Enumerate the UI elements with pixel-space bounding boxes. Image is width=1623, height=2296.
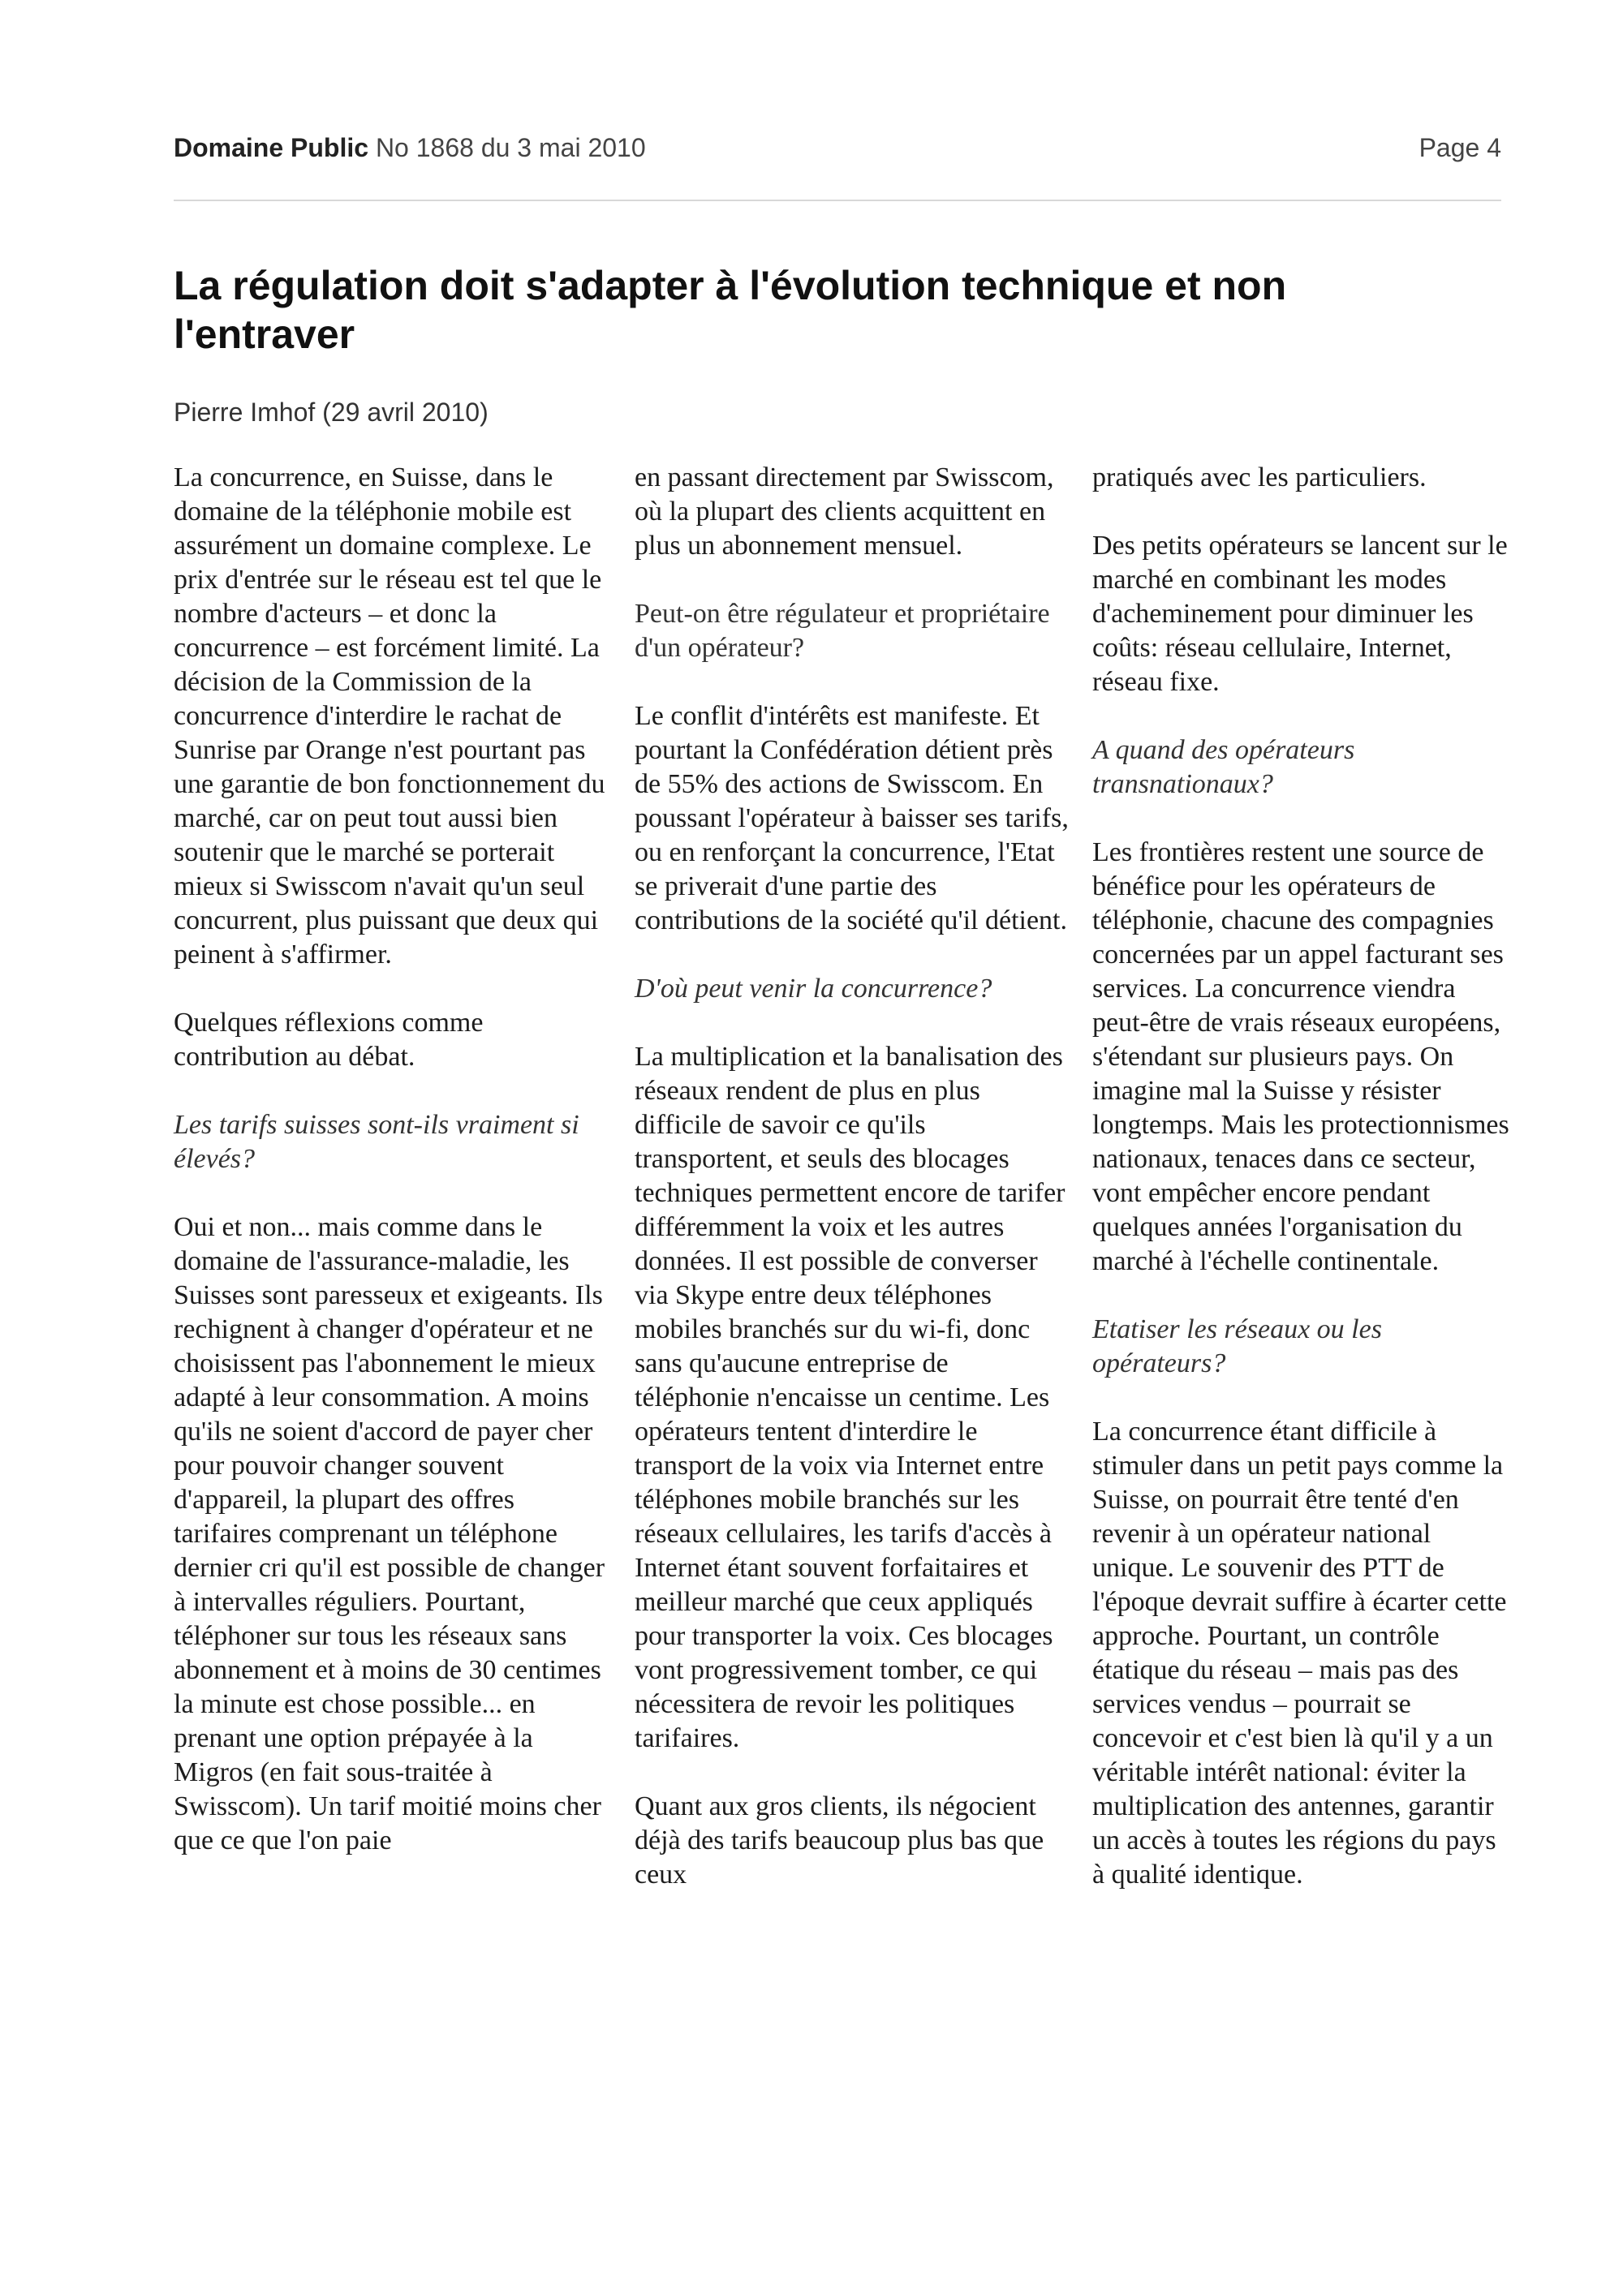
header-divider [174, 200, 1501, 201]
publication-name: Domaine Public [174, 133, 369, 162]
paragraph: pratiqués avec les particuliers. [1092, 462, 1427, 492]
text-column-2 [635, 461, 1070, 1926]
subheading: Les tarifs suisses sont-ils vraiment si élevés? [174, 1110, 579, 1174]
publication-info [174, 133, 646, 163]
subheading: D'où peut venir la concurrence? [635, 974, 992, 1004]
paragraph: Oui et non... mais comme dans le domaine de l'assurance-maladie, les Suisses sont paresseux et exigeants. Ils rechignent à changer d'opérateur et ne choisissent pas l'abonnement le mieux adapté à leur consommation. A moins qu'ils ne soient d'accord de payer cher pour pouvoir changer souvent d'appareil, la plupart des offres tarifaires comprenant un téléphone dernier cri qu'il est possible de changer à intervalles réguliers. Pourtant, téléphoner sur tous les réseaux sans abonnement et à moins de 30 centimes la minute est chose possible... en prenant une option prépayée à la Migros (en fait sous-traitée à Swisscom). Un tarif moitié moins cher que ce que l'on paie [174, 1212, 605, 1855]
page-number: Page 4 [1419, 133, 1501, 162]
paragraph: Les frontières restent une source de bénéfice pour les opérateurs de téléphonie, chacune des compagnies concernées par un appel facturant ses services. La concurrence viendra peut-être de vrais réseaux européens, s'étendant sur plusieurs pays. On imagine mal la Suisse y résister longtemps. Mais les protectionnismes nationaux, tenaces dans ce secteur, vont empêcher encore pendant quelques années l'organisation du marché à l'échelle continentale. [1092, 837, 1509, 1276]
text-column-1 [174, 461, 609, 1892]
article-title: La régulation doit s'adapter à l'évolution technique et non l'entraver [174, 263, 1287, 357]
paragraph: La concurrence étant difficile à stimuler dans un petit pays comme la Suisse, on pourrait être tenté d'en revenir à un opérateur national unique. Le souvenir des PTT de l'époque devrait suffire à écarter cette approche. Pourtant, un contrôle étatique du réseau – mais pas des services vendus – pourrait se concevoir et c'est bien là qu'il y a un véritable intérêt national: éviter la multiplication des antennes, garantir un accès à toutes les régions du pays à qualité identique. [1092, 1417, 1507, 1890]
page-header [174, 133, 1501, 163]
issue-info: No 1868 du 3 mai 2010 [375, 133, 646, 162]
paragraph: Des petits opérateurs se lancent sur le marché en combinant les modes d'acheminement pour diminuer les coûts: réseau cellulaire, Internet, réseau fixe. [1092, 531, 1508, 697]
article-byline: Pierre Imhof (29 avril 2010) [174, 398, 489, 427]
paragraph: La multiplication et la banalisation des réseaux rendent de plus en plus difficile de savoir ce qu'ils transportent, et seuls des blocages techniques permettent encore de tarifer différemment la voix et les autres données. Il est possible de converser via Skype entre deux téléphones mobiles branchés sur du wi-fi, donc sans qu'aucune entreprise de téléphonie n'encaisse un centime. Les opérateurs tentent d'interdire le transport de la voix via Internet entre téléphones mobile branchés sur les réseaux cellulaires, les tarifs d'accès à Internet étant souvent forfaitaires et meilleur marché que ceux appliqués pour transporter la voix. Ces blocages vont progressivement tomber, ce qui nécessitera de revoir les politiques tarifaires. [635, 1042, 1065, 1753]
text-column-3 [1092, 461, 1514, 1926]
paragraph: en passant directement par Swisscom, où la plupart des clients acquittent en plus un abonnement mensuel. [635, 462, 1054, 561]
subheading: Etatiser les réseaux ou les opérateurs? [1092, 1314, 1382, 1378]
paragraph: Quelques réflexions comme contribution au débat. [174, 1008, 484, 1072]
paragraph: Le conflit d'intérêts est manifeste. Et pourtant la Confédération détient près de 55% des actions de Swisscom. En poussant l'opérateur à baisser ses tarifs, ou en renforçant la concurrence, l'Etat se priverait d'une partie des contributions de la société qu'il détient. [635, 701, 1069, 935]
paragraph: Quant aux gros clients, ils négocient déjà des tarifs beaucoup plus bas que ceux [635, 1791, 1044, 1890]
subheading: A quand des opérateurs transnationaux? [1092, 735, 1355, 799]
paragraph: La concurrence, en Suisse, dans le domaine de la téléphonie mobile est assurément un domaine complexe. Le prix d'entrée sur le réseau est tel que le nombre d'acteurs – et donc la concurrence – est forcément limité. La décision de la Commission de la concurrence d'interdire le rachat de Sunrise par Orange n'est pourtant pas une garantie de bon fonctionnement du marché, car on peut tout aussi bien soutenir que le marché se porterait mieux si Swisscom n'avait qu'un seul concurrent, plus puissant que deux qui peinent à s'affirmer. [174, 462, 605, 970]
subheading: Peut-on être régulateur et propriétaire d'un opérateur? [635, 599, 1050, 663]
